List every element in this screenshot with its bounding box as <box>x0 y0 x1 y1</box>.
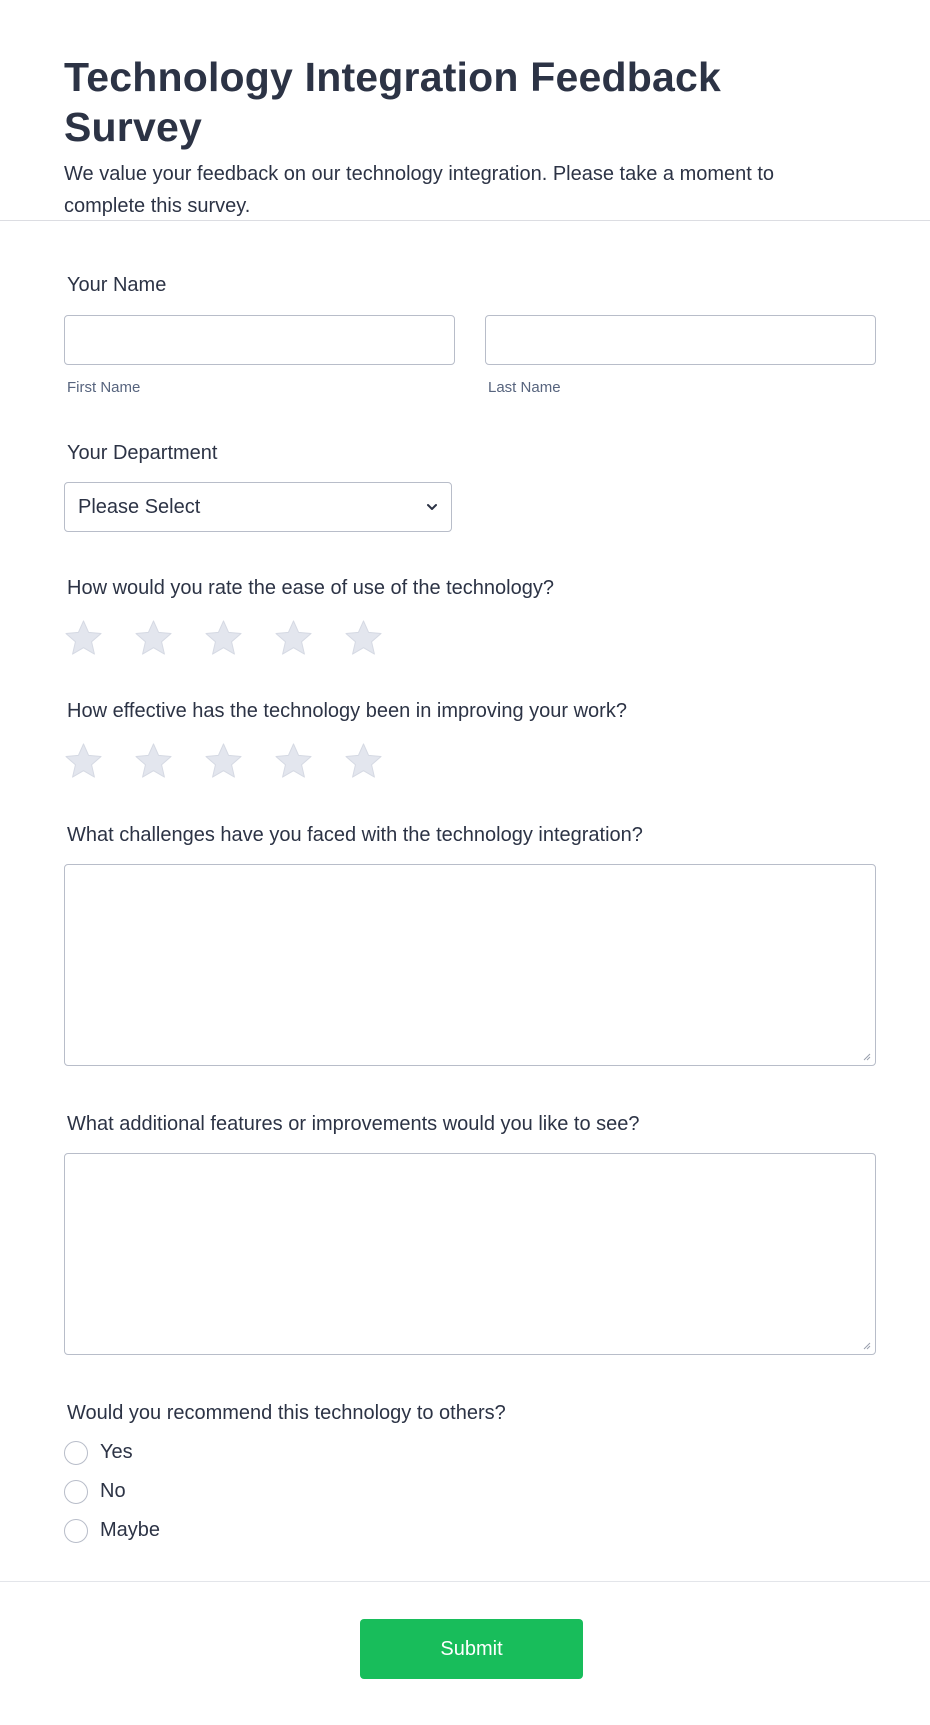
resize-grip-icon[interactable] <box>861 1051 871 1061</box>
features-question <box>64 1111 876 1355</box>
radio-label-yes: Yes <box>100 1441 133 1463</box>
features-textarea[interactable] <box>64 1153 876 1355</box>
form-footer <box>0 1581 930 1725</box>
resize-grip-icon[interactable] <box>861 1340 871 1350</box>
department-selected-value: Please Select <box>78 495 201 518</box>
star-icon[interactable] <box>274 619 313 657</box>
star-icon[interactable] <box>204 742 243 780</box>
radio-option-no[interactable] <box>64 1479 506 1504</box>
features-label: What additional features or improvements would you like to see? <box>67 1113 640 1135</box>
name-question <box>64 272 876 396</box>
challenges-question <box>64 822 876 1066</box>
radio-label-no: No <box>100 1480 126 1502</box>
ease-rating-label: How would you rate the ease of use of the technology? <box>67 577 554 599</box>
star-icon[interactable] <box>64 742 103 780</box>
radio-option-yes[interactable] <box>64 1440 506 1465</box>
name-label: Your Name <box>67 274 167 296</box>
effectiveness-star-rating <box>64 742 627 780</box>
department-select[interactable] <box>64 482 452 532</box>
ease-rating-question <box>64 575 554 657</box>
last-name-sublabel: Last Name <box>488 379 561 396</box>
radio-option-maybe[interactable] <box>64 1518 506 1543</box>
star-icon[interactable] <box>204 619 243 657</box>
star-icon[interactable] <box>344 619 383 657</box>
recommend-label: Would you recommend this technology to others? <box>67 1402 506 1424</box>
chevron-down-icon <box>425 500 439 514</box>
radio-button[interactable] <box>64 1480 88 1504</box>
radio-label-maybe: Maybe <box>100 1519 161 1541</box>
challenges-label: What challenges have you faced with the technology integration? <box>67 824 643 846</box>
star-icon[interactable] <box>274 742 313 780</box>
star-icon[interactable] <box>134 742 173 780</box>
star-icon[interactable] <box>344 742 383 780</box>
department-label: Your Department <box>67 442 218 464</box>
star-icon[interactable] <box>134 619 173 657</box>
page-title: Technology Integration Feedback Survey <box>64 54 721 150</box>
star-icon[interactable] <box>64 619 103 657</box>
first-name-input[interactable] <box>64 315 455 365</box>
first-name-sublabel: First Name <box>67 379 141 396</box>
form-header <box>0 0 930 221</box>
recommend-question <box>64 1400 506 1543</box>
submit-button[interactable]: Submit <box>360 1619 583 1679</box>
page-subtitle: We value your feedback on our technology integration. Please take a moment to complete this survey. <box>64 163 775 217</box>
effectiveness-rating-label: How effective has the technology been in improving your work? <box>67 700 627 722</box>
department-question <box>64 440 452 532</box>
challenges-textarea[interactable] <box>64 864 876 1066</box>
radio-button[interactable] <box>64 1441 88 1465</box>
last-name-input[interactable] <box>485 315 876 365</box>
ease-star-rating <box>64 619 554 657</box>
effectiveness-rating-question <box>64 698 627 780</box>
radio-button[interactable] <box>64 1519 88 1543</box>
